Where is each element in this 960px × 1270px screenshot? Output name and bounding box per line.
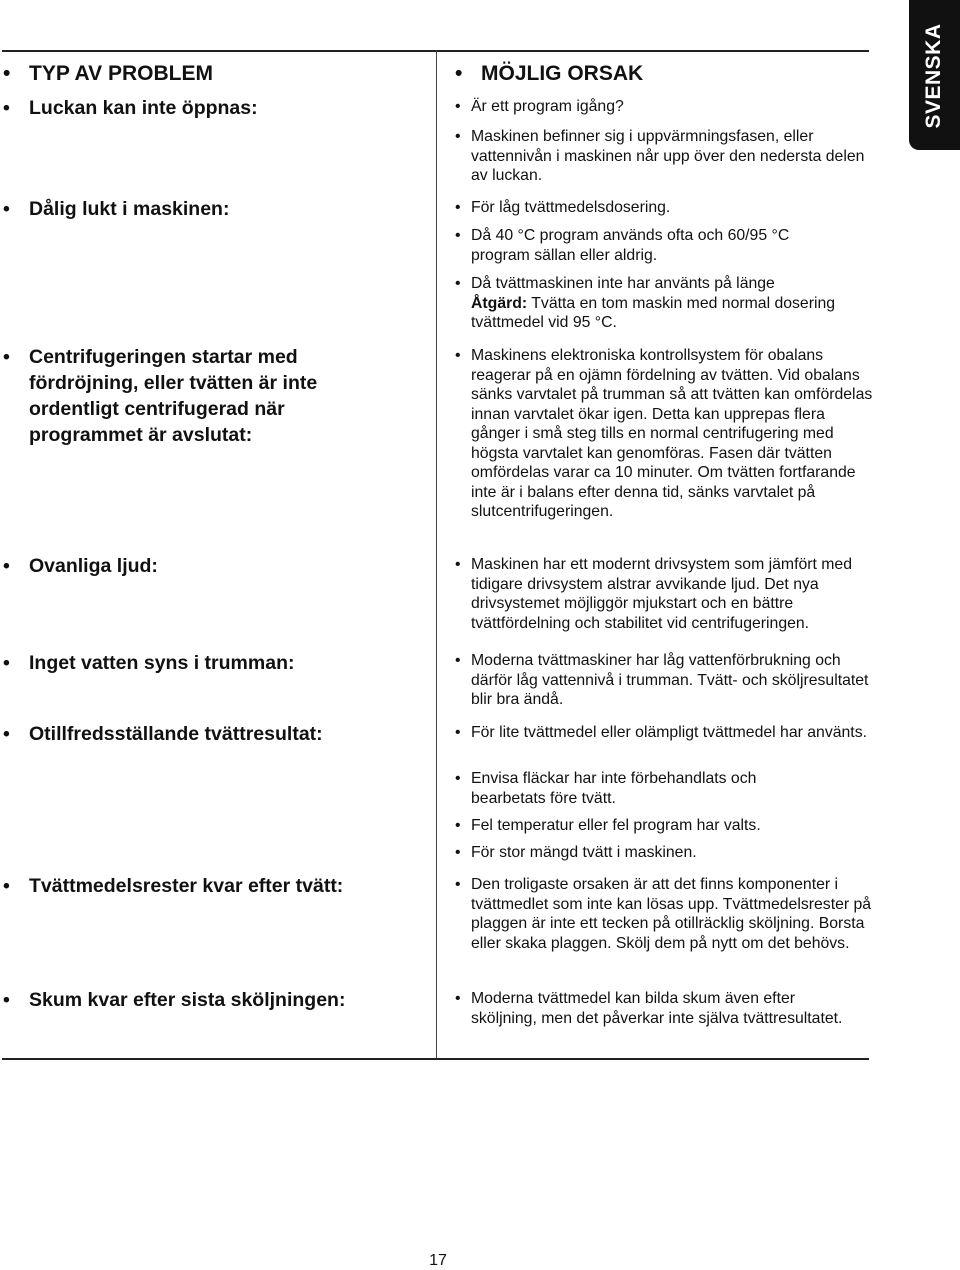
problem-foam-after-rinse: • Skum kvar efter sista sköljningen:: [29, 987, 429, 1013]
problem-column-heading: • TYP AV PROBLEM: [29, 62, 213, 86]
problem-no-water-visible: • Inget vatten syns i trumman:: [29, 650, 429, 676]
cause-column-heading: • MÖJLIG ORSAK: [481, 62, 643, 86]
cause-item: • Då 40 °C program används ofta och 60/95 °C program sällan eller aldrig.: [471, 226, 831, 265]
language-tab: [909, 0, 960, 150]
cause-item: • Envisa fläckar har inte förbehandlats och bearbetats före tvätt.: [471, 769, 831, 808]
cause-item: • För stor mängd tvätt i maskinen.: [471, 843, 881, 863]
language-tab-label: SVENSKA: [922, 23, 945, 129]
cause-item: • Moderna tvättmaskiner har låg vattenförbrukning och därför låg vattennivå i trumman. Tvätt- och sköljresultatet blir bra ändå.: [471, 651, 876, 710]
cause-item: • För lite tvättmedel eller olämpligt tvättmedel har använts.: [471, 723, 871, 743]
cause-item: • Maskinens elektroniska kontrollsystem för obalans reagerar på en ojämn fördelning av tvätten. Vid obalans sänks varvtalet på trumman så att tvätten kan omfördelas innan varvtalet ökar igen. Detta kan upprepas flera gånger i små steg tills en normal centrifugering med högsta varvtalet kan genomföras. Fasen där tvätten omfördelas varar ca 10 minuter. Om tvätten fortfarande inte är i balans efter denna tid, sänks varvtalet på slutcentrifugeringen.: [471, 346, 876, 522]
cause-text: Då tvättmaskinen inte har använts på länge: [471, 275, 775, 292]
problem-bad-smell: • Dålig lukt i maskinen:: [29, 196, 409, 222]
cause-item: • Moderna tvättmedel kan bilda skum även efter sköljning, men det påverkar inte själva tvättresultatet.: [471, 989, 851, 1028]
cause-item: • Den troligaste orsaken är att det finns komponenter i tvättmedlet som inte kan lösas upp. Tvättmedelsrester på plaggen är inte ett tecken på otillräcklig sköljning. Borsta eller skaka plaggen. Skölj dem på nytt om det behövs.: [471, 875, 876, 953]
cause-item: • Maskinen har ett modernt drivsystem som jämfört med tidigare drivsystem alstrar avvikande ljud. Det nya drivsystemet möjliggör mjukstart och en bättre tvättfördelning och stabilitet vid centrifugeringen.: [471, 555, 876, 633]
cause-item: • Fel temperatur eller fel program har valts.: [471, 816, 881, 836]
page-number: 17: [429, 1252, 447, 1269]
action-label: Åtgärd:: [471, 294, 528, 312]
problem-poor-wash-result: • Otillfredsställande tvättresultat:: [29, 721, 429, 747]
table-bottom-rule: [2, 1058, 869, 1060]
cause-item: • För låg tvättmedelsdosering.: [471, 198, 881, 218]
problem-door-wont-open: • Luckan kan inte öppnas:: [29, 95, 409, 121]
cause-item: • Är ett program igång?: [471, 97, 881, 117]
problem-delayed-spin: • Centrifugeringen startar med fördröjning, eller tvätten är inte ordentligt centrifugerad när programmet är avslutat:: [29, 344, 399, 448]
cause-item: [471, 274, 881, 333]
action-text: Tvätta en tom maskin med normal dosering tvättmedel vid 95 °C.: [471, 294, 836, 331]
problem-detergent-residue: • Tvättmedelsrester kvar efter tvätt:: [29, 873, 429, 899]
cause-item: • Maskinen befinner sig i uppvärmningsfasen, eller vattennivån i maskinen når upp över den nedersta delen av luckan.: [471, 127, 871, 186]
problem-unusual-noise: • Ovanliga ljud:: [29, 553, 409, 579]
column-divider: [436, 50, 437, 1060]
